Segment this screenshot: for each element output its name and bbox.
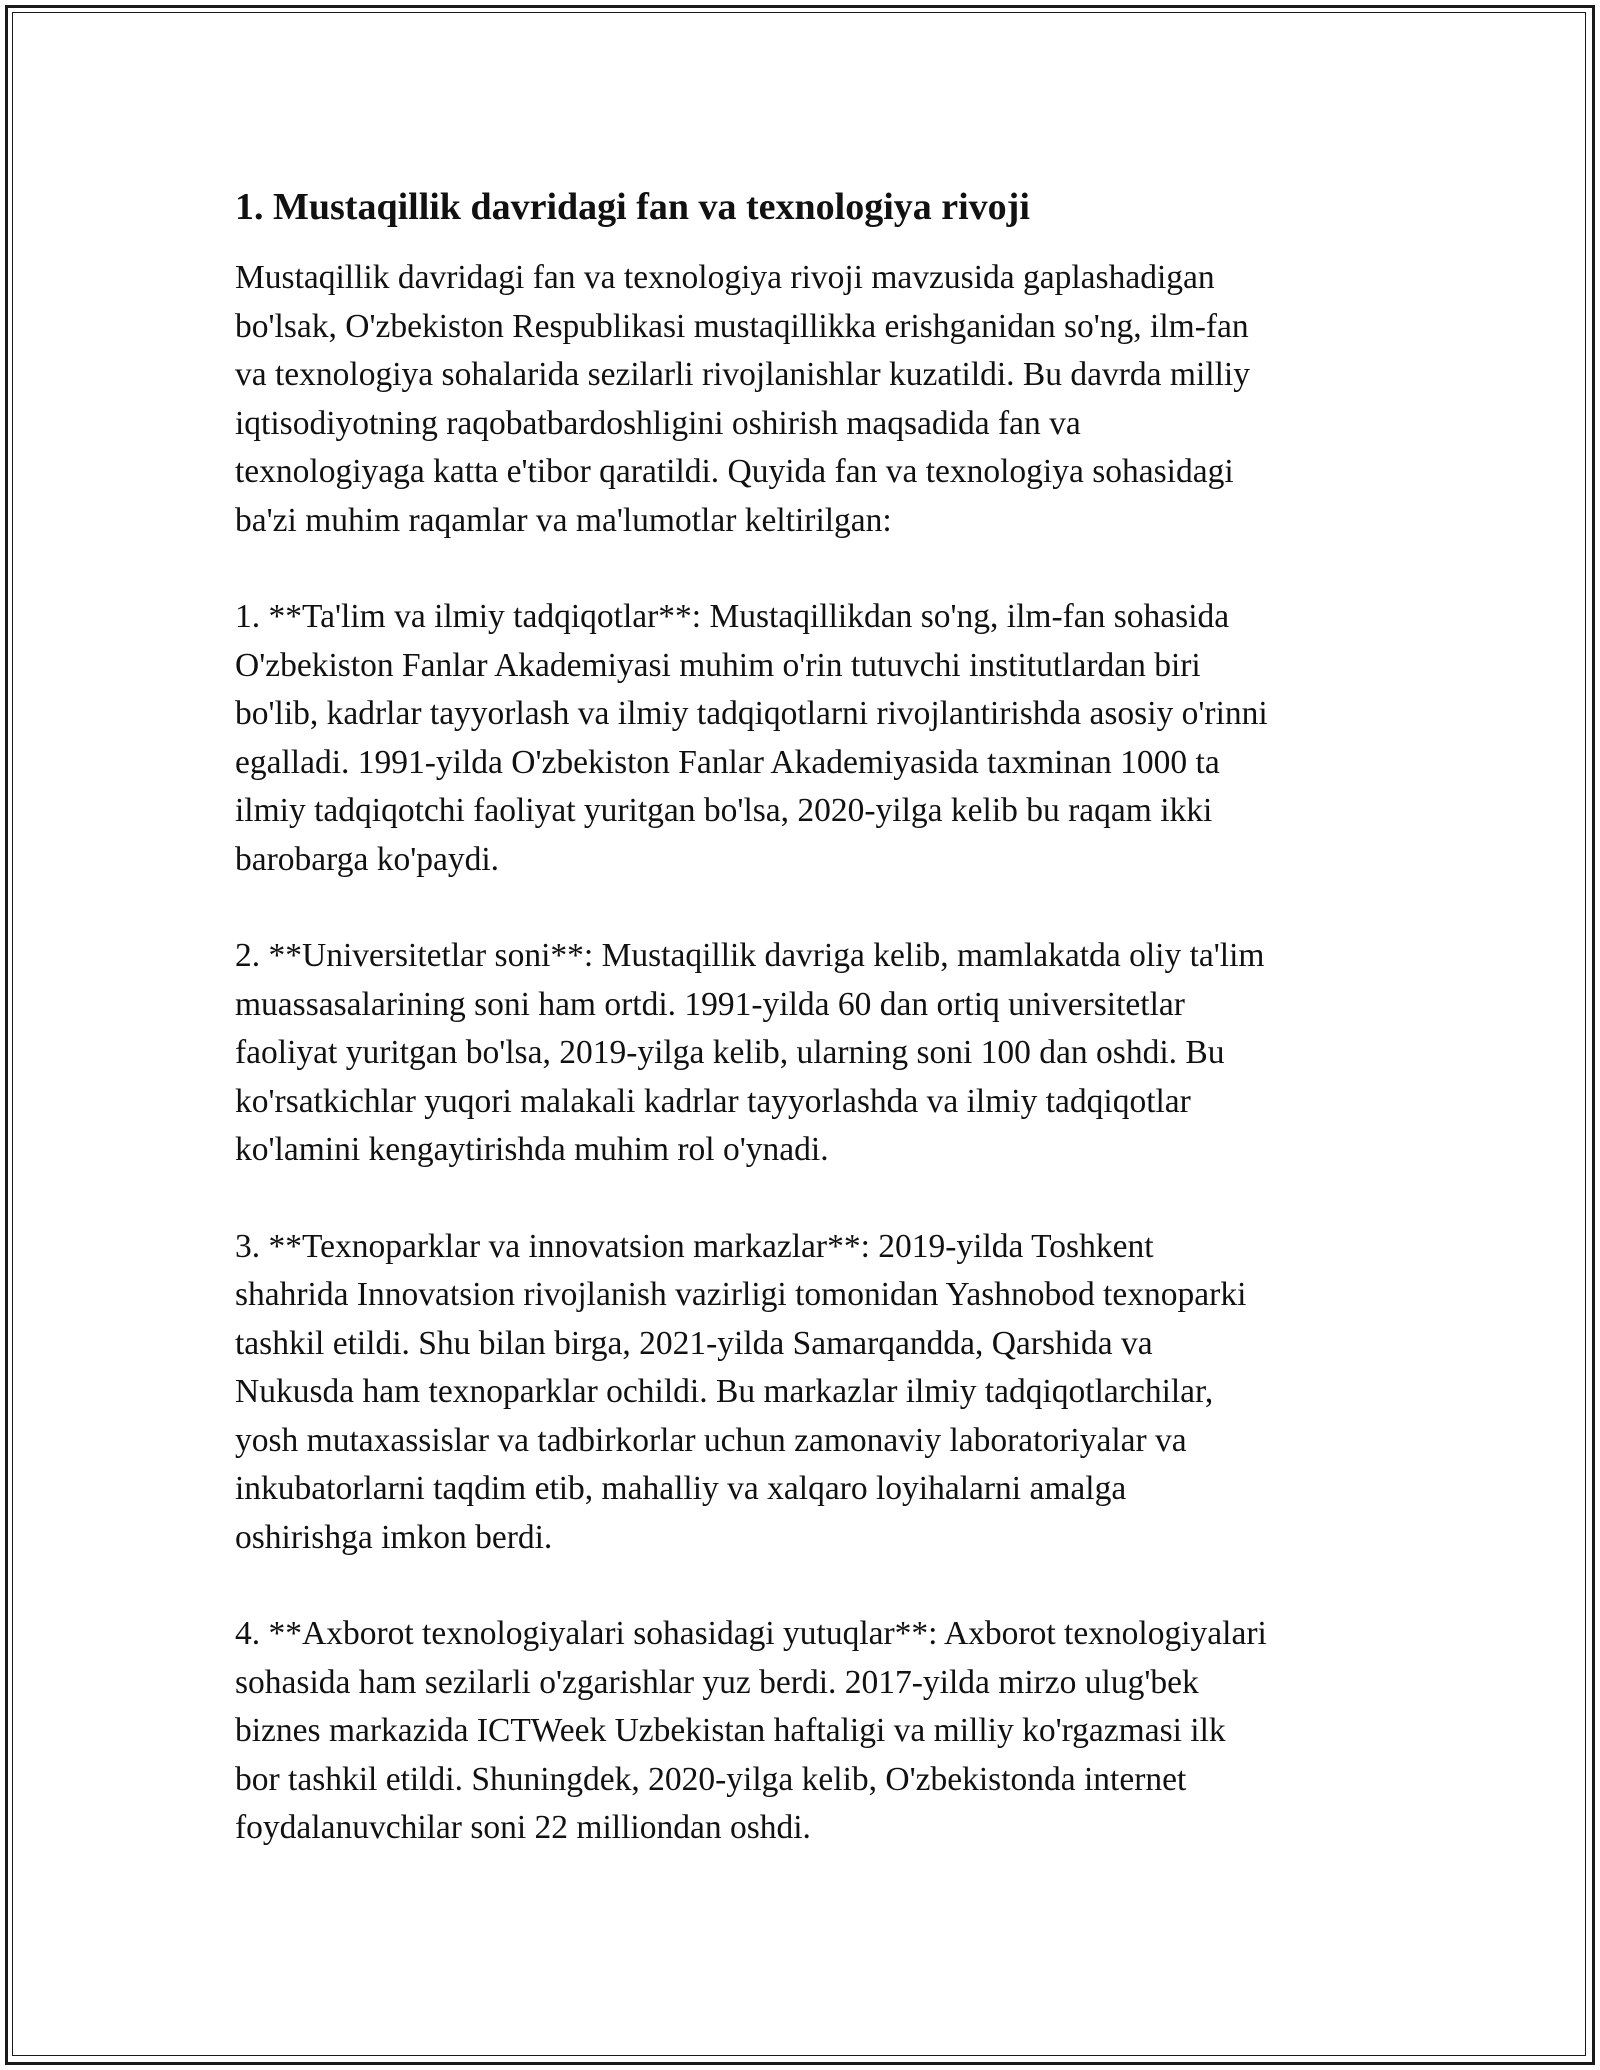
section-paragraph-4: 4. **Axborot texnologiyalari sohasidagi yutuqlar**: Axborot texnologiyalari sohasida ham sezilarli o'zgarishlar yuz berdi. 2017-yilda mirzo ulug'bek biznes markazida ICTWeek Uzbekistan haftaligi va milliy ko'rgazmasi ilk bor tashkil etildi. Shuningdek, 2020-yilga kelib, O'zbekistonda internet foydalanuvchilar soni 22 milliondan oshdi. <box>235 1615 1267 1847</box>
intro-paragraph: Mustaqillik davridagi fan va texnologiya rivoji mavzusida gaplashadigan bo'lsak, O'zbekiston Respublikasi mustaqillikka erishganidan so'ng, ilm-fan va texnologiya sohalarida sezilarli rivojlanishlar kuzatildi. Bu davrda milliy iqtisodiyotning raqobatbardoshligini oshirish maqsadida fan va texnologiyaga katta e'tibor qaratildi. Quyida fan va texnologiya sohasidagi ba'zi muhim raqamlar va ma'lumotlar keltirilgan: <box>235 259 1250 539</box>
section-paragraph-3: 3. **Texnoparklar va innovatsion markazlar**: 2019-yilda Toshkent shahrida Innovatsion rivojlanish vazirligi tomonidan Yashnobod texnoparki tashkil etildi. Shu bilan birga, 2021-yilda Samarqandda, Qarshida va Nukusda ham texnoparklar ochildi. Bu markazlar ilmiy tadqiqotlarchilar, yosh mutaxassislar va tadbirkorlar uchun zamonaviy laboratoriyalar va inkubatorlarni taqdim etib, mahalliy va xalqaro loyihalarni amalga oshirishga imkon berdi. <box>235 1227 1247 1556</box>
document-title: 1. Mustaqillik davridagi fan va texnologiya rivoji <box>235 186 1030 228</box>
section-paragraph-2: 2. **Universitetlar soni**: Mustaqillik davriga kelib, mamlakatda oliy ta'lim muassasalarining soni ham ortdi. 1991-yilda 60 dan ortiq universitetlar faoliyat yuritgan bo'lsa, 2019-yilga kelib, ularning soni 100 dan oshdi. Bu ko'rsatkichlar yuqori malakali kadrlar tayyorlashda va ilmiy tadqiqotlar ko'lamini kengaytirishda muhim rol o'ynadi. <box>235 937 1265 1169</box>
document-body <box>235 183 1370 1901</box>
section-paragraph-1: 1. **Ta'lim va ilmiy tadqiqotlar**: Mustaqillikdan so'ng, ilm-fan sohasida O'zbekiston Fanlar Akademiyasi muhim o'rin tutuvchi institutlardan biri bo'lib, kadrlar tayyorlash va ilmiy tadqiqotlarni rivojlantirishda asosiy o'rinni egalladi. 1991-yilda O'zbekiston Fanlar Akademiyasida taxminan 1000 ta ilmiy tadqiqotchi faoliyat yuritgan bo'lsa, 2020-yilga kelib bu raqam ikki barobarga ko'paydi. <box>235 598 1268 878</box>
